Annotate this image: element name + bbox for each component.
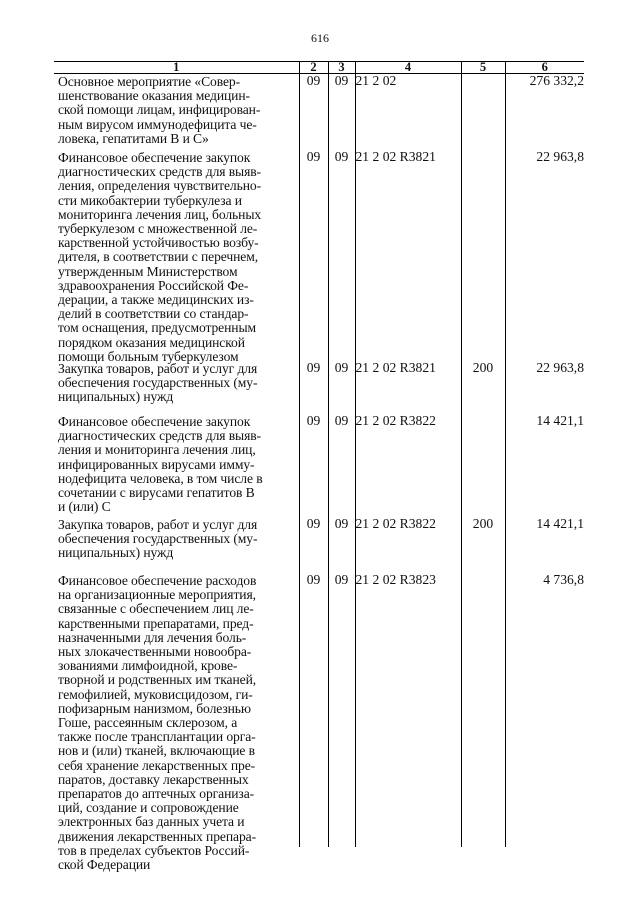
column-header: 4 [355, 62, 461, 74]
table-row [54, 74, 584, 151]
cell-podrazdel: 09 [328, 361, 355, 414]
table-row [54, 150, 584, 361]
column-header: 3 [328, 62, 355, 74]
cell-target-code: 21 2 02 R3823 [355, 573, 461, 847]
cell-podrazdel: 09 [328, 517, 355, 573]
cell-podrazdel: 09 [328, 414, 355, 517]
cell-name: Финансовое обеспечение закупок диагностических средств для выяв- ления и мониторинга лечения лиц, инфицированных вирусами имму- нодефицита человека, в том числе в сочетании с вирусами гепатитов В и (или) С [58, 414, 263, 515]
column-header: 2 [299, 62, 328, 74]
cell-name: Закупка товаров, работ и услуг для обеспечения государственных (му- ниципальных) нужд [58, 517, 258, 561]
page-number: 616 [311, 31, 329, 45]
column-header: 5 [461, 62, 505, 74]
cell-razdel: 09 [299, 150, 328, 361]
cell-target-code: 21 2 02 R3822 [355, 517, 461, 573]
cell-podrazdel: 09 [328, 150, 355, 361]
cell-expense-type [461, 414, 505, 517]
cell-target-code: 21 2 02 [355, 74, 461, 151]
cell-name: Финансовое обеспечение закупок диагностических средств для выяв- ления, определения чувствительно- сти микобактерии туберкулеза и мониторинга лечения лиц, больных туберкулезом с множественной ле- карственной устойчивостью возбу- дителя, в соответствии с перечнем, утвержденным Министерством здравоохранения Российской Фе- дерации, а также медицинских из- делий в соответствии со стандар- том оснащения, предусмотренным порядком оказания медицинской помощи больным туберкулезом [58, 150, 262, 364]
budget-table [54, 60, 584, 873]
cell-expense-type [461, 74, 505, 151]
cell-amount: 22 963,8 [505, 361, 584, 414]
table-row [54, 517, 584, 573]
cell-amount: 14 421,1 [505, 517, 584, 573]
cell-name: Основное мероприятие «Совер- шенствование оказания медицин- ской помощи лицам, инфицирован- ным вирусом иммунодефицита че- ловека, гепатитами В и С» [58, 74, 261, 146]
cell-amount: 276 332,2 [505, 74, 584, 151]
table-row [54, 361, 584, 414]
cell-target-code: 21 2 02 R3821 [355, 150, 461, 361]
cell-target-code: 21 2 02 R3821 [355, 361, 461, 414]
cell-amount: 22 963,8 [505, 150, 584, 361]
cell-name: Финансовое обеспечение расходов на организационные мероприятия, связанные с обеспечением лиц ле- карственными препаратами, пред- назначенными для лечения боль- ных злокачественными новообра- зованиями лимфоидной, крове- творной и родственных им тканей, гемофилией, муковисцидозом, ги- пофизарным нанизмом, болезнью Гоше, рассеянным склерозом, а также после трансплантации орга- нов и (или) тканей, включающие в себя хранение лекарственных пре- паратов, доставку лекарственных препаратов до аптечных организа- ций, создание и сопровождение электронных баз данных учета и движения лекарственных препара- тов в пределах субъектов Россий- ской Федерации [58, 573, 257, 873]
cell-razdel: 09 [299, 74, 328, 151]
cell-target-code: 21 2 02 R3822 [355, 414, 461, 517]
cell-podrazdel: 09 [328, 573, 355, 847]
table-header-row [54, 62, 584, 74]
column-header: 6 [505, 62, 584, 74]
cell-expense-type [461, 573, 505, 847]
table-row [54, 573, 584, 847]
cell-expense-type: 200 [461, 517, 505, 573]
cell-expense-type: 200 [461, 361, 505, 414]
cell-razdel: 09 [299, 517, 328, 573]
column-header: 1 [54, 62, 299, 74]
cell-amount: 4 736,8 [505, 573, 584, 847]
cell-podrazdel: 09 [328, 74, 355, 151]
cell-expense-type [461, 150, 505, 361]
table-row [54, 414, 584, 517]
cell-razdel: 09 [299, 573, 328, 847]
cell-razdel: 09 [299, 414, 328, 517]
cell-razdel: 09 [299, 361, 328, 414]
cell-name: Закупка товаров, работ и услуг для обеспечения государственных (му- ниципальных) нужд [58, 361, 258, 405]
cell-amount: 14 421,1 [505, 414, 584, 517]
